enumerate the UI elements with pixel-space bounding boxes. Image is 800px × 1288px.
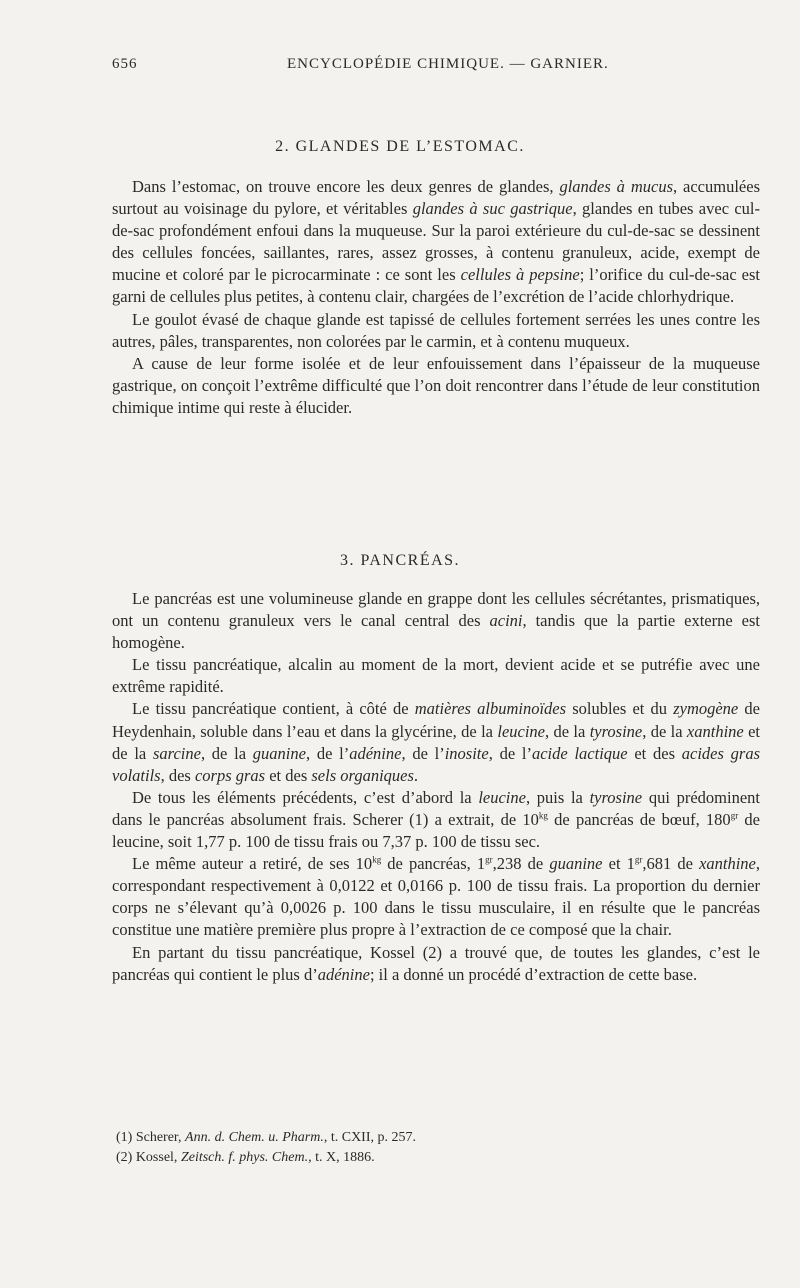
text-run: , correspondant respectivement à 0,0122 et 0,0166 p. 100 de tissu frais. La proportion du dernier corps ne s’élevant qu’à 0,0026 p. 100 dans le tissu musculaire, il en résulte que le pancréas constitue une matière première plus propre à l’extraction de ce composé que la chair. (112, 854, 761, 940)
text-run: De tous les éléments précédents, c’est d’abord la (132, 787, 479, 807)
italic-term: adénine (349, 743, 402, 763)
italic-term: corps gras (194, 765, 266, 785)
text-run: ,238 de (492, 854, 550, 874)
italic-term: inosite (444, 743, 489, 763)
italic-term: leucine (497, 721, 545, 741)
italic-term: zymogène (673, 699, 739, 719)
section-pancreas-body (112, 588, 760, 986)
running-title: ENCYCLOPÉDIE CHIMIQUE. — GARNIER. (287, 56, 609, 72)
section-title-pancreas: 3. PANCRÉAS. (339, 552, 461, 569)
paragraph (112, 942, 760, 986)
journal-title: Ann. d. Chem. u. Pharm. (185, 1130, 324, 1145)
unit-superscript: gr (634, 854, 643, 865)
section-estomac-body (112, 176, 760, 419)
text-run: ,681 de (642, 854, 700, 874)
italic-term: adénine (317, 964, 370, 984)
text-run: Le même auteur a retiré, de ses 10 (132, 854, 373, 874)
paragraph (112, 698, 760, 786)
italic-term: xanthine (699, 854, 756, 874)
text-run: , de la (642, 721, 687, 741)
text-run: Dans l’estomac, on trouve encore les deux genres de glandes, (132, 177, 560, 196)
paragraph (112, 176, 760, 309)
italic-term: tyrosine (589, 721, 643, 741)
footnotes (116, 1128, 756, 1168)
italic-term: matières albuminoïdes (414, 699, 567, 719)
text-run: Le tissu pancréatique contient, à côté de (132, 699, 415, 719)
footnote-1 (116, 1128, 756, 1148)
unit-superscript: kg (372, 854, 382, 865)
text-run: , t. CXII, p. 257. (323, 1130, 417, 1145)
text-run: de Heydenhain, soluble dans l’eau et dans la glycérine, de la (112, 699, 761, 741)
italic-term: guanine (252, 743, 306, 763)
text-run: et de la (112, 721, 761, 763)
text-run: , de la (545, 721, 590, 741)
unit-superscript: kg (538, 810, 548, 821)
italic-term: acini (489, 611, 523, 631)
italic-term: xanthine (686, 721, 744, 741)
text-run: (2) Kossel, (116, 1150, 181, 1165)
text-run: Le pancréas est une volumineuse glande en grappe dont les cellules sécrétantes, prismatiques, ont un contenu granuleux vers le canal central des (112, 589, 760, 631)
italic-term: leucine (478, 787, 526, 807)
italic-term: acides gras volatils (112, 743, 760, 785)
paragraph: Le tissu pancréatique, alcalin au moment de la mort, devient acide et se putréfie avec une extrême rapidité. (112, 655, 760, 697)
italic-term: sarcine (152, 743, 201, 763)
text-run: de pancréas de bœuf, 180 (547, 809, 731, 829)
italic-term: guanine (549, 854, 603, 874)
paragraph (112, 787, 760, 853)
text-run: En partant du tissu pancréatique, Kossel (2) a trouvé que, de toutes les glandes, c’est le pancréas qui contient le plus d’ (112, 942, 760, 984)
text-run: qui prédominent dans le pancréas absolument frais. Scherer (1) a extrait, de 10 (112, 787, 760, 829)
section-title-estomac: 2. GLANDES DE L’ESTOMAC. (275, 138, 525, 155)
text-run: , t. X, 1886. (308, 1150, 375, 1165)
unit-superscript: gr (730, 810, 739, 821)
text-run: , puis la (525, 787, 590, 807)
text-run: , de l’ (488, 743, 532, 763)
text-run: et 1 (602, 854, 635, 874)
text-run: (1) Scherer, (116, 1130, 186, 1145)
text-run: , accumulées surtout au voisinage du pylore, et véritables (112, 177, 760, 219)
italic-term: glandes à suc gastrique (412, 199, 573, 219)
text-run: et des (627, 743, 682, 763)
text-run: , tandis que la partie externe est homogène. (112, 611, 760, 653)
running-header (112, 56, 800, 80)
footnote-2 (116, 1148, 756, 1168)
italic-term: glandes à mucus (559, 177, 673, 196)
text-run: , des (160, 765, 195, 785)
paragraph (112, 588, 760, 654)
page-number: 656 (112, 56, 138, 72)
unit-superscript: gr (485, 854, 493, 865)
text-run: , de l’ (401, 743, 445, 763)
text-run: solubles et du (566, 699, 674, 719)
italic-term: acide lactique (531, 743, 628, 763)
italic-term: cellules à pepsine (460, 265, 580, 285)
italic-term: tyrosine (589, 787, 643, 807)
paragraph: A cause de leur forme isolée et de leur enfouissement dans l’épaisseur de la muqueuse gastrique, on conçoit l’extrême difficulté que l’on doit rencontrer dans l’étude de leur constitution chimique intime qui reste à élucider. (112, 353, 760, 417)
text-run: . (413, 765, 419, 785)
italic-term: sels organiques (311, 765, 414, 785)
text-run: , de la (200, 743, 253, 763)
text-run: et des (265, 765, 312, 785)
text-run: de pancréas, 1 (381, 854, 486, 874)
paragraph: Le goulot évasé de chaque glande est tapissé de cellules fortement serrées les unes contre les autres, pâles, transparentes, non colorées par le carmin, et à contenu muqueux. (112, 309, 760, 351)
text-run: , glandes en tubes avec cul-de-sac profondément enfoui dans la muqueuse. Sur la paroi extérieure du cul-de-sac se dessinent des cellules foncées, saillantes, rares, assez grosses, à contenu granuleux, acide, exempt de mucine et coloré par le picrocarminate : ce sont les (112, 199, 760, 285)
text-run: ; l’orifice du cul-de-sac est garni de cellules plus petites, à contenu clair, chargées de l’excrétion de l’acide chlorhydrique. (112, 265, 761, 307)
paragraph (112, 853, 760, 941)
journal-title: Zeitsch. f. phys. Chem. (180, 1150, 309, 1165)
text-run: de leucine, soit 1,77 p. 100 de tissu frais ou 7,37 p. 100 de tissu sec. (112, 809, 760, 852)
text-run: ; il a donné un procédé d’extraction de cette base. (369, 964, 698, 984)
text-run: , de l’ (305, 743, 350, 763)
